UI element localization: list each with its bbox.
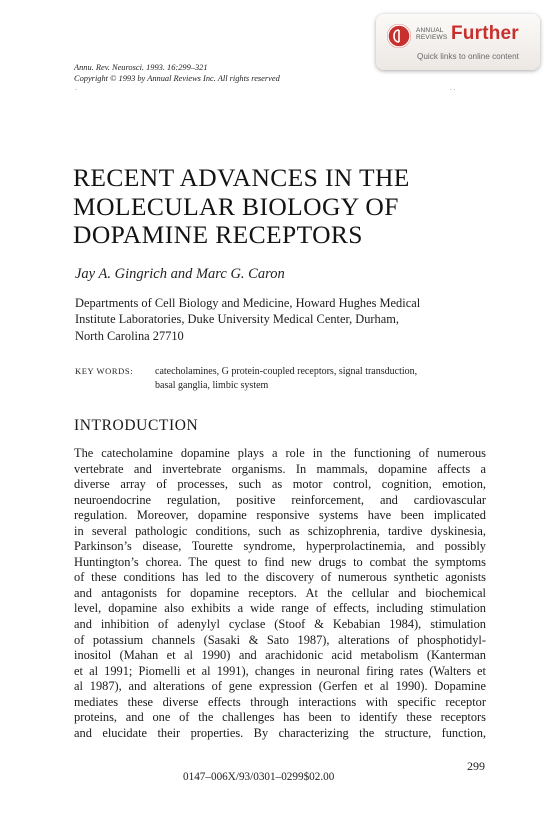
copyright-line: Copyright © 1993 by Annual Reviews Inc. All rights reserved bbox=[74, 74, 280, 83]
journal-header bbox=[74, 62, 280, 84]
footer-code: 0147–006X/93/0301–0299$02.00 bbox=[183, 771, 335, 783]
body-line: in several pathologic conditions, such as schizophrenia, tardive dyskinesia, bbox=[74, 523, 486, 538]
keywords-line: basal ganglia, limbic system bbox=[155, 379, 269, 391]
title-line: DOPAMINE RECEPTORS bbox=[73, 220, 363, 249]
journal-citation: Annu. Rev. Neurosci. 1993. 16:299–321 bbox=[74, 63, 208, 72]
page-number: 299 bbox=[467, 759, 485, 773]
article-title bbox=[73, 164, 493, 250]
annual-reviews-logo-icon bbox=[387, 24, 411, 48]
body-line: neuroendocrine regulation, positive reinforcement, and cardiovascular bbox=[74, 492, 486, 507]
affiliation bbox=[75, 295, 495, 344]
section-heading: INTRODUCTION bbox=[74, 417, 199, 434]
body-line: level, dopamine also exhibits a wide range of effects, including stimulation bbox=[74, 601, 486, 616]
body-line: al 1987), and alterations of gene expression (Gerfen et al 1990). Dopamine bbox=[74, 679, 486, 694]
keywords-line: catecholamines, G protein-coupled receptors, signal transduction, bbox=[155, 366, 418, 377]
scan-mark: . . bbox=[450, 84, 456, 92]
body-line: et al 1991; Piomelli et al 1991), changes in neuronal firing rates (Walters et bbox=[74, 663, 486, 678]
further-title: Further bbox=[451, 23, 519, 44]
further-tagline: Quick links to online content bbox=[417, 52, 519, 61]
keywords-label: KEY WORDS: bbox=[75, 366, 134, 376]
body-paragraph bbox=[74, 446, 486, 741]
title-line: RECENT ADVANCES IN THE bbox=[73, 163, 410, 192]
affiliation-line: North Carolina 27710 bbox=[75, 328, 184, 343]
body-line: diverse array of processes, such as motor control, cognition, emotion, bbox=[74, 477, 486, 492]
body-line: The catecholamine dopamine plays a role in the functioning of numerous bbox=[74, 446, 486, 460]
body-line: vertebrate and invertebrate organisms. In mammals, dopamine affects a bbox=[74, 461, 486, 476]
body-line: inositol (Mahan et al 1990) and arachidonic acid metabolism (Kanterman bbox=[74, 648, 486, 663]
body-line: and inhibition of adenylyl cyclase (Stoof & Kebabian 1984), stimulation bbox=[74, 617, 486, 632]
authors: Jay A. Gingrich and Marc G. Caron bbox=[75, 266, 285, 282]
body-line: mediates these diverse effects through interactions with specific receptor bbox=[74, 694, 486, 709]
keywords-list bbox=[155, 365, 493, 392]
body-line: and elucidate their properties. By characterizing the structure, function, bbox=[74, 725, 486, 740]
body-line: of potassium channels (Sasaki & Sato 1987), alterations of phosphotidyl- bbox=[74, 632, 486, 647]
body-line: of these conditions has led to the discovery of numerous synthetic agonists bbox=[74, 570, 486, 585]
affiliation-line: Institute Laboratories, Duke University Medical Center, Durham, bbox=[75, 312, 399, 327]
affiliation-line: Departments of Cell Biology and Medicine, Howard Hughes Medical bbox=[75, 296, 421, 310]
annual-reviews-text: ANNUAL REVIEWS bbox=[416, 27, 448, 41]
body-line: Parkinson’s disease, Tourette syndrome, hyperprolactinemia, and possibly bbox=[74, 539, 486, 554]
body-line: and antagonists for dopamine receptors. At the cellular and biochemical bbox=[74, 585, 486, 600]
body-line: regulation. Moreover, dopamine responsive systems have been implicated bbox=[74, 508, 486, 523]
title-line: MOLECULAR BIOLOGY OF bbox=[73, 191, 399, 221]
scan-mark: . bbox=[75, 84, 77, 92]
further-banner-link[interactable] bbox=[376, 14, 540, 70]
body-line: proteins, and one of the challenges has been to identify these receptors bbox=[74, 710, 486, 725]
body-line: Huntington’s chorea. The quest to find new drugs to combat the symptoms bbox=[74, 554, 486, 569]
